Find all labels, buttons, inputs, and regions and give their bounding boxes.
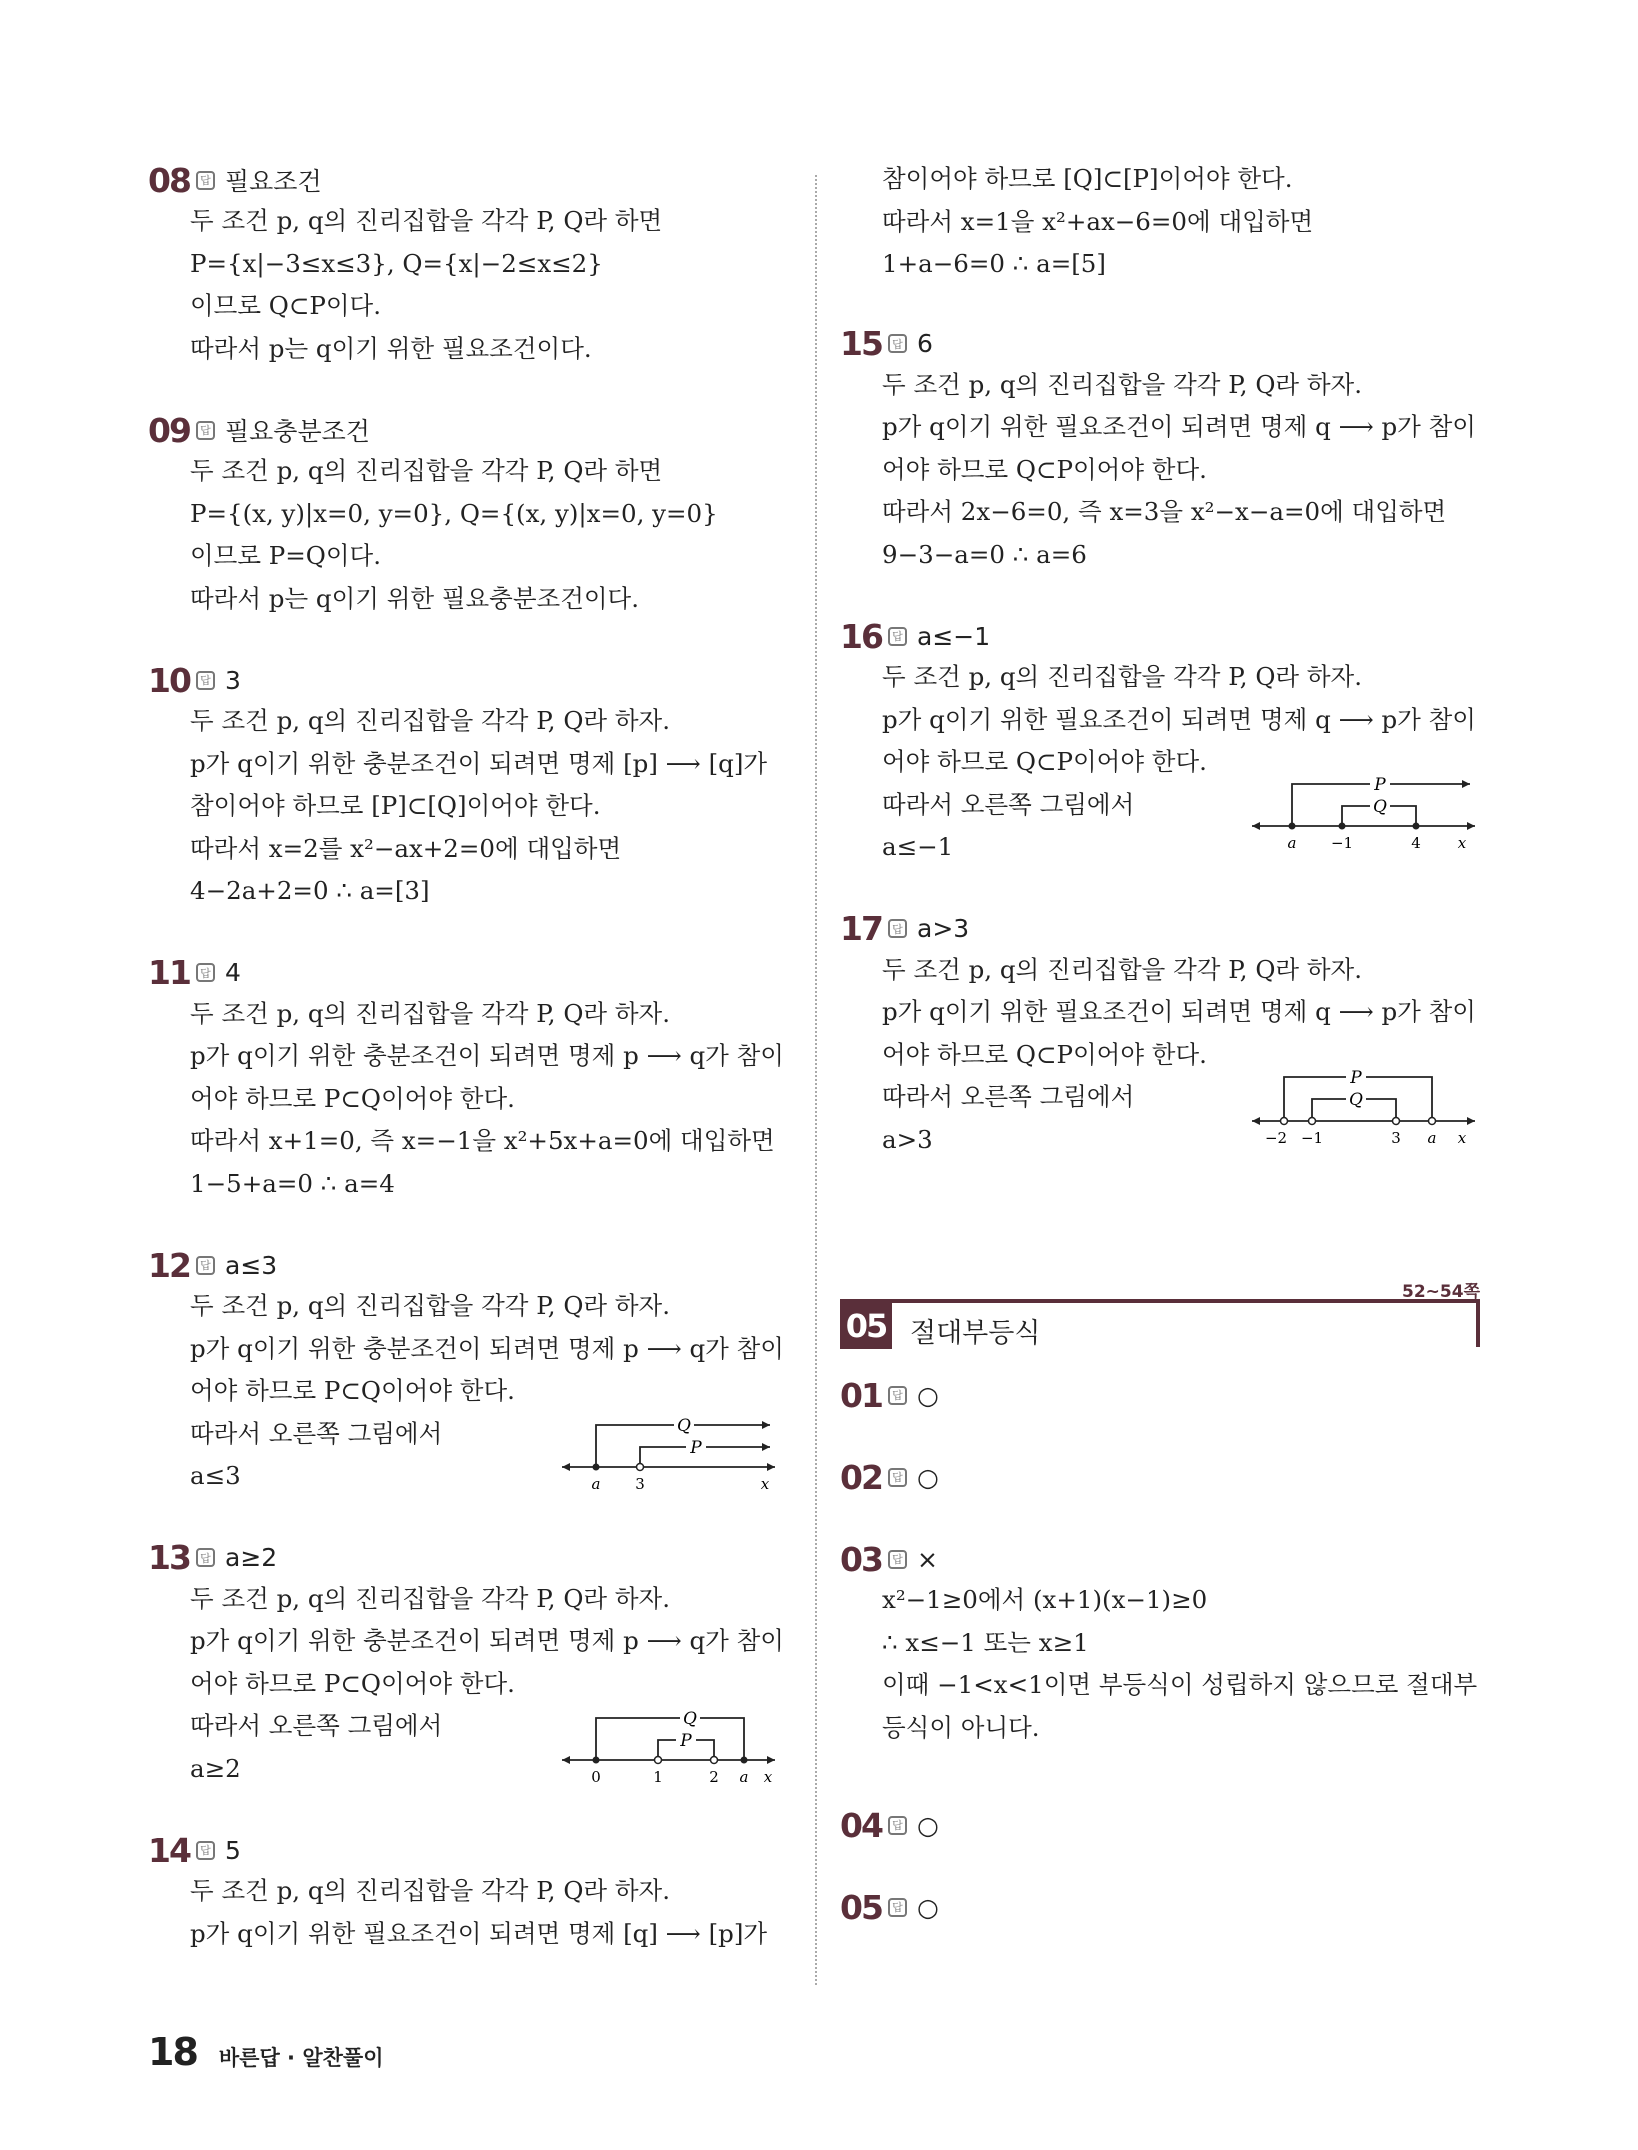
solution-line: 두 조건 p, q의 진리집합을 각각 P, Q라 하자. bbox=[190, 998, 670, 1028]
tick-label: a bbox=[1287, 834, 1297, 852]
solution-line: 두 조건 p, q의 진리집합을 각각 P, Q라 하자. bbox=[882, 369, 1362, 399]
tick-label: 1 bbox=[653, 1767, 663, 1786]
answer-icon: 답 bbox=[196, 171, 215, 190]
solution-line: 이므로 Q⊂P이다. bbox=[190, 291, 382, 320]
solution-line: 1−5+a=0 ∴ a=4 bbox=[190, 1168, 395, 1198]
solution-line: 따라서 오른쪽 그림에서 bbox=[882, 1082, 1135, 1111]
item-01 bbox=[840, 1375, 1480, 1415]
answer: ○ bbox=[917, 1380, 939, 1410]
solution-line: 어야 하므로 P⊂Q이어야 한다. bbox=[190, 1376, 515, 1405]
number-line-graph-12 bbox=[560, 1405, 780, 1495]
answer-icon: 답 bbox=[888, 1468, 907, 1487]
tick-label: 4 bbox=[1411, 834, 1421, 852]
answer-icon: 답 bbox=[196, 963, 215, 982]
problem-number: 15 bbox=[840, 324, 882, 363]
solution-line: 9−3−a=0 ∴ a=6 bbox=[882, 539, 1087, 569]
solution-line: p가 q이기 위한 필요조건이 되려면 명제 [q] ⟶ [p]가 bbox=[190, 1918, 768, 1948]
solution-line: p가 q이기 위한 충분조건이 되려면 명제 p ⟶ q가 참이 bbox=[190, 1041, 784, 1070]
axis-label: x bbox=[760, 1475, 770, 1493]
solution-line: 두 조건 p, q의 진리집합을 각각 P, Q라 하면 bbox=[190, 456, 663, 485]
solution-line: 어야 하므로 Q⊂P이어야 한다. bbox=[882, 454, 1207, 484]
section-number: 05 bbox=[840, 1303, 892, 1349]
answer: 6 bbox=[917, 329, 933, 358]
solution-line: 두 조건 p, q의 진리집합을 각각 P, Q라 하면 bbox=[190, 206, 663, 235]
answer: 5 bbox=[225, 1835, 241, 1865]
solution-line: 따라서 오른쪽 그림에서 bbox=[190, 1418, 443, 1448]
solution-line: 따라서 오른쪽 그림에서 bbox=[190, 1711, 443, 1740]
solution-line: 4−2a+2=0 ∴ a=[3] bbox=[190, 876, 430, 905]
problem-number: 01 bbox=[840, 1375, 882, 1415]
solution-line: 참이어야 하므로 [Q]⊂[P]이어야 한다. bbox=[882, 164, 1293, 193]
solution-line: a≤3 bbox=[190, 1461, 241, 1490]
tick-label: −2 bbox=[1264, 1128, 1288, 1147]
answer: ○ bbox=[917, 1892, 939, 1922]
answer: ○ bbox=[917, 1810, 939, 1840]
solution-line: p가 q이기 위한 충분조건이 되려면 명제 [p] ⟶ [q]가 bbox=[190, 748, 768, 778]
tick-label: 2 bbox=[709, 1767, 719, 1786]
tick-label: −1 bbox=[1300, 1128, 1324, 1147]
problem-12 bbox=[148, 1245, 788, 1498]
problem-13 bbox=[148, 1538, 788, 1791]
problem-11 bbox=[148, 953, 788, 1206]
solution-line: 두 조건 p, q의 진리집합을 각각 P, Q라 하자. bbox=[882, 954, 1362, 984]
solution-line: a>3 bbox=[882, 1124, 933, 1154]
solution-line: 따라서 x=2를 x²−ax+2=0에 대입하면 bbox=[190, 833, 622, 863]
problem-number: 08 bbox=[148, 160, 190, 200]
solution-line: 어야 하므로 P⊂Q이어야 한다. bbox=[190, 1668, 515, 1698]
answer: a≤−1 bbox=[917, 621, 991, 651]
column-divider bbox=[815, 175, 817, 1985]
solution-line: 두 조건 p, q의 진리집합을 각각 P, Q라 하자. bbox=[882, 662, 1362, 691]
answer: a≤3 bbox=[225, 1250, 278, 1280]
problem-15 bbox=[840, 324, 1480, 577]
solution-line: a≥2 bbox=[190, 1753, 241, 1783]
tick-label: 3 bbox=[635, 1475, 645, 1493]
answer-icon: 답 bbox=[196, 1548, 215, 1567]
section-title: 절대부등식 bbox=[910, 1318, 1041, 1349]
solution-line: 어야 하므로 P⊂Q이어야 한다. bbox=[190, 1083, 515, 1113]
tick-label: 3 bbox=[1391, 1128, 1401, 1147]
problem-number: 09 bbox=[148, 410, 190, 450]
number-line-graph-13 bbox=[560, 1698, 780, 1788]
graph-label-lower: P bbox=[680, 1730, 692, 1751]
right-column bbox=[840, 160, 1480, 1927]
solution-line: 따라서 x=1을 x²+ax−6=0에 대입하면 bbox=[882, 206, 1314, 236]
section-header bbox=[840, 1282, 1480, 1363]
problem-number: 13 bbox=[148, 1538, 190, 1577]
answer: a>3 bbox=[917, 914, 970, 943]
problem-14 bbox=[148, 1830, 788, 1955]
solution-line: x²−1≥0에서 (x+1)(x−1)≥0 bbox=[882, 1585, 1208, 1614]
problem-number: 14 bbox=[148, 1830, 190, 1870]
problem-number: 05 bbox=[840, 1887, 882, 1927]
problem-number: 16 bbox=[840, 616, 882, 656]
page-number: 18 bbox=[148, 2030, 197, 2074]
answer: 필요조건 bbox=[225, 167, 322, 196]
solution-line: P={(x, y)|x=0, y=0}, Q={(x, y)|x=0, y=0} bbox=[190, 498, 718, 528]
solution-line: 따라서 x+1=0, 즉 x=−1을 x²+5x+a=0에 대입하면 bbox=[190, 1126, 775, 1155]
solution-line: p가 q이기 위한 필요조건이 되려면 명제 q ⟶ p가 참이 bbox=[882, 704, 1476, 734]
answer: 4 bbox=[225, 958, 241, 987]
graph-label-lower: P bbox=[690, 1438, 702, 1458]
solution-line: 두 조건 p, q의 진리집합을 각각 P, Q라 하자. bbox=[190, 1876, 670, 1905]
section-page-range: 52~54쪽 bbox=[1402, 1282, 1480, 1302]
answer-icon: 답 bbox=[196, 1256, 215, 1275]
problem-10 bbox=[148, 660, 788, 913]
solution-line: p가 q이기 위한 충분조건이 되려면 명제 p ⟶ q가 참이 bbox=[190, 1626, 784, 1655]
axis-label: x bbox=[1457, 834, 1467, 852]
answer-icon: 답 bbox=[888, 1898, 907, 1917]
item-02 bbox=[840, 1457, 1480, 1497]
solution-line: 따라서 p는 q이기 위한 필요충분조건이다. bbox=[190, 583, 639, 613]
problem-14-continued bbox=[840, 158, 1480, 286]
answer: a≥2 bbox=[225, 1543, 278, 1572]
axis-label: x bbox=[763, 1767, 773, 1786]
solution-line: 따라서 p는 q이기 위한 필요조건이다. bbox=[190, 333, 592, 363]
number-line-graph-16 bbox=[1250, 764, 1480, 854]
tick-label: a bbox=[1427, 1128, 1437, 1147]
answer: ○ bbox=[917, 1462, 939, 1492]
axis-label: x bbox=[1457, 1128, 1467, 1147]
tick-label: −1 bbox=[1330, 834, 1354, 852]
problem-number: 02 bbox=[840, 1457, 882, 1497]
solution-line: 등식이 아니다. bbox=[882, 1712, 1040, 1742]
graph-label-upper: Q bbox=[677, 1416, 691, 1436]
solution-line: 두 조건 p, q의 진리집합을 각각 P, Q라 하자. bbox=[190, 1291, 670, 1320]
problem-09 bbox=[148, 410, 788, 620]
problem-08 bbox=[148, 160, 788, 370]
answer-icon: 답 bbox=[196, 421, 215, 440]
book-title: 바른답 · 알찬풀이 bbox=[218, 2046, 384, 2070]
solution-line: p가 q이기 위한 필요조건이 되려면 명제 q ⟶ p가 참이 bbox=[882, 412, 1476, 441]
graph-label-upper: P bbox=[1374, 775, 1386, 795]
solution-line: 이므로 P=Q이다. bbox=[190, 541, 382, 570]
problem-number: 11 bbox=[148, 953, 190, 992]
problem-number: 04 bbox=[840, 1805, 882, 1845]
item-05 bbox=[840, 1887, 1480, 1927]
answer-icon: 답 bbox=[888, 334, 907, 353]
solution-line: 이때 −1<x<1이면 부등식이 성립하지 않으므로 절대부 bbox=[882, 1670, 1478, 1699]
tick-label: 0 bbox=[591, 1767, 601, 1786]
answer-icon: 답 bbox=[888, 1386, 907, 1405]
problem-17 bbox=[840, 909, 1480, 1162]
solution-line: 두 조건 p, q의 진리집합을 각각 P, Q라 하자. bbox=[190, 706, 670, 735]
problem-16 bbox=[840, 616, 1480, 869]
tick-label: a bbox=[591, 1475, 601, 1493]
solution-line: 1+a−6=0 ∴ a=[5] bbox=[882, 249, 1106, 278]
answer: 3 bbox=[225, 665, 241, 695]
solution-line: p가 q이기 위한 충분조건이 되려면 명제 p ⟶ q가 참이 bbox=[190, 1333, 784, 1363]
solution-line: 참이어야 하므로 [P]⊂[Q]이어야 한다. bbox=[190, 791, 601, 820]
page-footer bbox=[148, 2030, 384, 2074]
answer-icon: 답 bbox=[196, 671, 215, 690]
answer: × bbox=[917, 1544, 938, 1574]
solution-line: p가 q이기 위한 필요조건이 되려면 명제 q ⟶ p가 참이 bbox=[882, 997, 1476, 1026]
solution-line: 따라서 오른쪽 그림에서 bbox=[882, 789, 1135, 819]
solution-line: 두 조건 p, q의 진리집합을 각각 P, Q라 하자. bbox=[190, 1583, 670, 1613]
solution-line: 어야 하므로 Q⊂P이어야 한다. bbox=[882, 1039, 1207, 1069]
item-04 bbox=[840, 1805, 1480, 1845]
solution-line: 어야 하므로 Q⊂P이어야 한다. bbox=[882, 747, 1207, 776]
graph-label-lower: Q bbox=[1349, 1089, 1363, 1110]
section-bar bbox=[840, 1299, 1480, 1303]
problem-number: 17 bbox=[840, 909, 882, 948]
problem-number: 03 bbox=[840, 1539, 882, 1579]
left-column bbox=[148, 160, 788, 1955]
problem-number: 12 bbox=[148, 1245, 190, 1285]
graph-label-lower: Q bbox=[1373, 797, 1387, 817]
answer-icon: 답 bbox=[888, 1816, 907, 1835]
problem-number: 10 bbox=[148, 660, 190, 700]
solution-line: 따라서 2x−6=0, 즉 x=3을 x²−x−a=0에 대입하면 bbox=[882, 497, 1447, 526]
answer-icon: 답 bbox=[888, 919, 907, 938]
solution-line: ∴ x≤−1 또는 x≥1 bbox=[882, 1627, 1089, 1657]
item-03 bbox=[840, 1539, 1480, 1749]
answer: 필요충분조건 bbox=[225, 417, 370, 446]
tick-label: a bbox=[739, 1767, 749, 1786]
solution-line: a≤−1 bbox=[882, 832, 954, 861]
answer-icon: 답 bbox=[888, 1550, 907, 1569]
answer-icon: 답 bbox=[196, 1841, 215, 1860]
graph-label-upper: Q bbox=[683, 1708, 697, 1729]
graph-label-upper: P bbox=[1350, 1067, 1362, 1088]
number-line-graph-17 bbox=[1250, 1059, 1480, 1151]
solution-line: P={x|−3≤x≤3}, Q={x|−2≤x≤2} bbox=[190, 248, 603, 278]
answer-icon: 답 bbox=[888, 627, 907, 646]
